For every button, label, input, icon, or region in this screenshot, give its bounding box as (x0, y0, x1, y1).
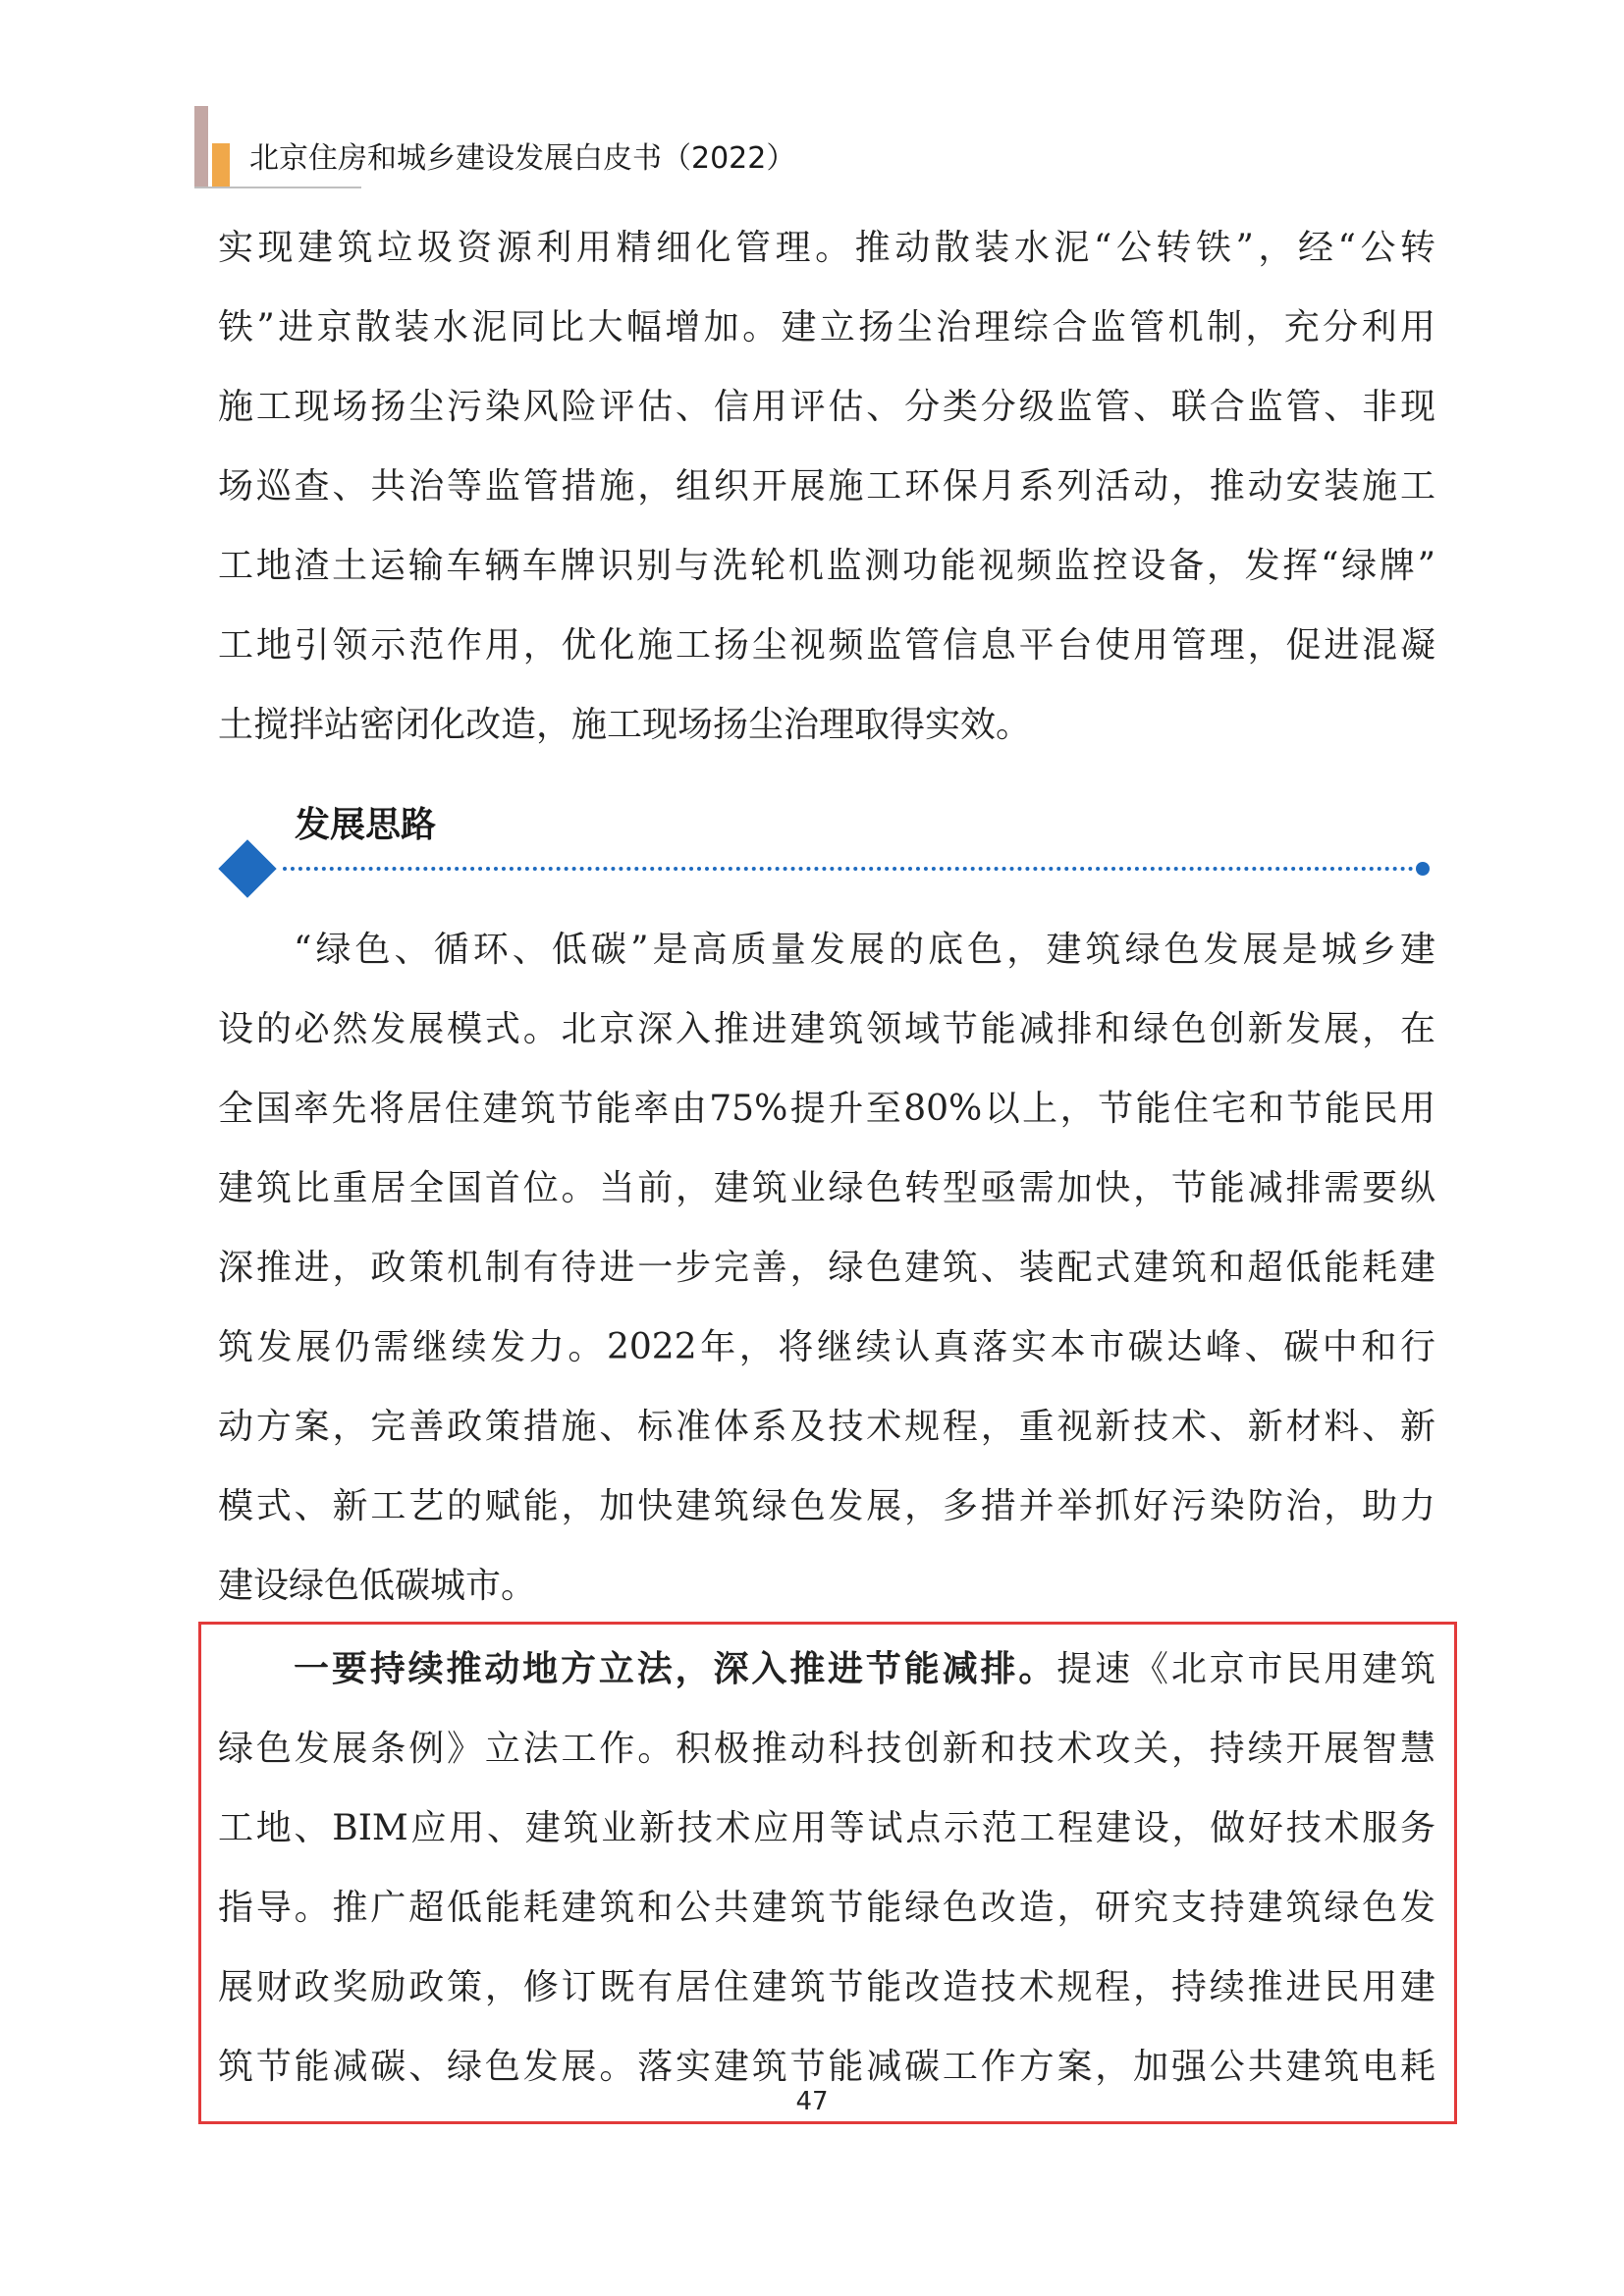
header-bar-gray (194, 106, 208, 187)
text-line: 土搅拌站密闭化改造，施工现场扬尘治理取得实效。 (218, 705, 1032, 745)
text-line: 建设绿色低碳城市。 (218, 1566, 537, 1606)
text-line: 深推进，政策机制有待进一步完善，绿色建筑、装配式建筑和超低能耗建 (218, 1248, 1435, 1288)
text-line: 工地渣土运输车辆车牌识别与洗轮机监测功能视频监控设备，发挥“绿牌” (218, 546, 1435, 586)
paragraph-2 (218, 910, 1435, 1626)
text-line: 动方案，完善政策措施、标准体系及技术规程，重视新技术、新材料、新 (218, 1407, 1435, 1447)
text-line: 工地引领示范作用，优化施工扬尘视频监管信息平台使用管理，促进混凝 (218, 625, 1435, 666)
dotted-divider (283, 867, 1422, 871)
text-line: 筑发展仍需继续发力。2022年，将继续认真落实本市碳达峰、碳中和行 (218, 1327, 1435, 1367)
text-line: 场巡查、共治等监管措施，组织开展施工环保月系列活动，推动安装施工 (218, 466, 1435, 507)
header-rule (194, 187, 361, 188)
text-line: 铁”进京散装水泥同比大幅增加。建立扬尘治理综合监管机制，充分利用 (218, 307, 1435, 347)
divider-end-dot-icon (1416, 862, 1430, 876)
text-line: 实现建筑垃圾资源利用精细化管理。推动散装水泥“公转铁”，经“公转 (218, 228, 1435, 268)
paragraph-1 (218, 208, 1435, 765)
text-line: “绿色、循环、低碳”是高质量发展的底色，建筑绿色发展是城乡建 (294, 930, 1435, 970)
text-line: 展财政奖励政策，修订既有居住建筑节能改造技术规程，持续推进民用建 (218, 1967, 1435, 2007)
diamond-icon (218, 839, 276, 897)
text-line: 工地、BIM应用、建筑业新技术应用等试点示范工程建设，做好技术服务 (218, 1808, 1435, 1848)
text-line: 绿色发展条例》立法工作。积极推动科技创新和技术攻关，持续开展智慧 (218, 1729, 1435, 1769)
section-heading: 发展思路 (295, 805, 437, 845)
paragraph-3 (218, 1629, 1435, 2107)
text-line: 建筑比重居全国首位。当前，建筑业绿色转型亟需加快，节能减排需要纵 (218, 1168, 1435, 1208)
running-header-title: 北京住房和城乡建设发展白皮书（2022） (249, 141, 796, 176)
text-line: 设的必然发展模式。北京深入推进建筑领域节能减排和绿色创新发展，在 (218, 1009, 1435, 1049)
text-line: 筑节能减碳、绿色发展。落实建筑节能减碳工作方案，加强公共建筑电耗 (218, 2047, 1435, 2087)
page-number: 47 (795, 2087, 829, 2116)
paragraph-lead: 一要持续推动地方立法，深入推进节能减排。 (294, 1648, 1057, 1689)
header-bar-orange (212, 143, 230, 187)
text-line: 全国率先将居住建筑节能率由75%提升至80%以上，节能住宅和节能民用 (218, 1089, 1435, 1129)
text-line (218, 1629, 1435, 1709)
paragraph-lead-rest: 提速《北京市民用建筑 (1056, 1649, 1435, 1689)
text-line: 施工现场扬尘污染风险评估、信用评估、分类分级监管、联合监管、非现 (218, 387, 1435, 427)
text-line: 指导。推广超低能耗建筑和公共建筑节能绿色改造，研究支持建筑绿色发 (218, 1888, 1435, 1928)
text-line: 模式、新工艺的赋能，加快建筑绿色发展，多措并举抓好污染防治，助力 (218, 1486, 1435, 1526)
